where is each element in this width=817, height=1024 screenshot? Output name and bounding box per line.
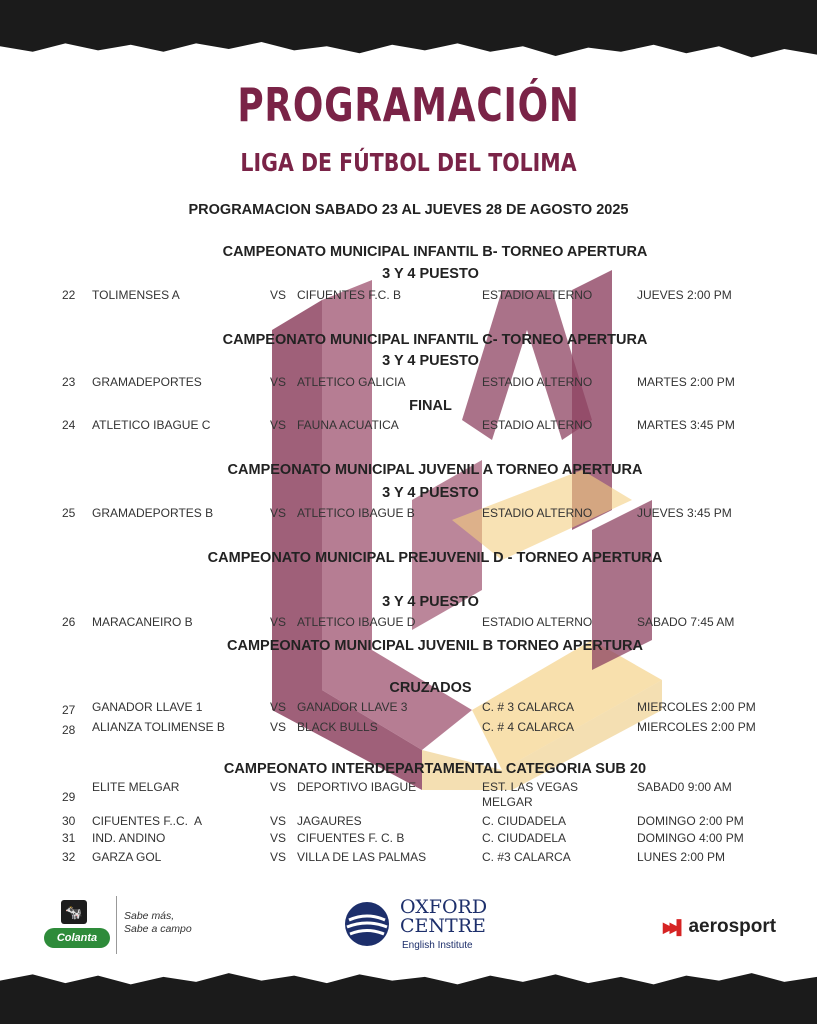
section-heading: CAMPEONATO MUNICIPAL JUVENIL B TORNEO APERTURA xyxy=(227,638,643,654)
cow-icon: 🐄 xyxy=(61,900,87,924)
aerosport-logo xyxy=(663,916,776,938)
venue: ESTADIO ALTERNO xyxy=(482,375,593,389)
away-team: VILLA DE LAS PALMAS xyxy=(297,850,427,864)
vs-label: VS xyxy=(270,814,287,828)
section-heading: CAMPEONATO INTERDEPARTAMENTAL CATEGORIA SUB 20 xyxy=(223,761,647,777)
colanta-wordmark: Colanta xyxy=(44,928,110,948)
home-team: CIFUENTES F..C. A xyxy=(92,814,203,828)
away-team: CIFUENTES F.C. B xyxy=(297,288,402,302)
home-team: MARACANEIRO B xyxy=(92,615,193,629)
away-team: JAGAURES xyxy=(297,814,362,828)
venue: ESTADIO ALTERNO xyxy=(482,418,593,432)
match-number: 26 xyxy=(62,615,76,629)
divider xyxy=(116,896,117,954)
match-number: 23 xyxy=(62,375,76,389)
home-team: ATLETICO IBAGUE C xyxy=(92,418,211,432)
venue: ESTADIO ALTERNO xyxy=(482,506,593,520)
stage-label: CRUZADOS xyxy=(389,680,472,696)
venue: C. CIUDADELA xyxy=(482,831,567,845)
venue: EST. LAS VEGAS xyxy=(482,780,579,794)
match-time: SABADO 7:45 AM xyxy=(637,615,735,629)
match-number: 30 xyxy=(62,814,76,828)
vs-label: VS xyxy=(270,418,287,432)
colanta-logo xyxy=(44,900,110,956)
venue: C. # 4 CALARCA xyxy=(482,720,575,734)
venue: C. #3 CALARCA xyxy=(482,850,571,864)
away-team: ATLETICO GALICIA xyxy=(297,375,406,389)
away-team: GANADOR LLAVE 3 xyxy=(297,700,408,714)
match-time: MIERCOLES 2:00 PM xyxy=(637,700,756,714)
match-number: 31 xyxy=(62,831,76,845)
away-team: CIFUENTES F. C. B xyxy=(297,831,405,845)
venue: C. CIUDADELA xyxy=(482,814,567,828)
away-team: ATLETICO IBAGUE D xyxy=(297,615,416,629)
match-time: LUNES 2:00 PM xyxy=(637,850,726,864)
colanta-slogan: Sabe más, Sabe a campo xyxy=(124,910,192,935)
schedule-period: PROGRAMACION SABADO 23 AL JUEVES 28 DE AGOSTO 2025 xyxy=(188,202,629,218)
section-heading: CAMPEONATO MUNICIPAL INFANTIL C- TORNEO APERTURA xyxy=(222,332,648,348)
match-number: 27 xyxy=(62,703,76,717)
match-time: MARTES 2:00 PM xyxy=(637,375,735,389)
away-team: DEPORTIVO IBAGUE xyxy=(297,780,417,794)
home-team: ALIANZA TOLIMENSE B xyxy=(92,720,225,734)
match-number: 25 xyxy=(62,506,76,520)
venue: C. # 3 CALARCA xyxy=(482,700,575,714)
away-team: BLACK BULLS xyxy=(297,720,378,734)
match-number: 32 xyxy=(62,850,76,864)
home-team: GARZA GOL xyxy=(92,850,162,864)
home-team: TOLIMENSES A xyxy=(92,288,180,302)
oxford-subtitle: English Institute xyxy=(402,940,473,951)
torn-paper-top xyxy=(0,0,817,70)
stage-label: 3 Y 4 PUESTO xyxy=(382,353,479,369)
stage-label: 3 Y 4 PUESTO xyxy=(382,485,479,501)
fast-forward-icon: ▶▶▌ xyxy=(663,919,683,935)
match-time: SABAD0 9:00 AM xyxy=(637,780,732,794)
away-team: ATLETICO IBAGUE B xyxy=(297,506,415,520)
match-number: 24 xyxy=(62,418,76,432)
match-number: 29 xyxy=(62,790,76,804)
stage-label: 3 Y 4 PUESTO xyxy=(382,594,479,610)
home-team: GRAMADEPORTES xyxy=(92,375,202,389)
away-team: FAUNA ACUATICA xyxy=(297,418,399,432)
vs-label: VS xyxy=(270,506,287,520)
home-team: ELITE MELGAR xyxy=(92,780,180,794)
vs-label: VS xyxy=(270,288,287,302)
home-team: GRAMADEPORTES B xyxy=(92,506,214,520)
sponsors-bar xyxy=(0,890,817,970)
vs-label: VS xyxy=(270,850,287,864)
aerosport-wordmark: aerosport xyxy=(688,916,777,937)
stage-label: FINAL xyxy=(409,398,452,414)
match-number: 28 xyxy=(62,723,76,737)
oxford-wordmark: OXFORD CENTRE xyxy=(400,896,488,937)
vs-label: VS xyxy=(270,720,287,734)
vs-label: VS xyxy=(270,700,287,714)
section-heading: CAMPEONATO MUNICIPAL JUVENIL A TORNEO APERTURA xyxy=(227,462,643,478)
section-heading: CAMPEONATO MUNICIPAL INFANTIL B- TORNEO APERTURA xyxy=(222,244,648,260)
vs-label: VS xyxy=(270,375,287,389)
vs-label: VS xyxy=(270,831,287,845)
match-time: MARTES 3:45 PM xyxy=(637,418,735,432)
venue: ESTADIO ALTERNO xyxy=(482,615,593,629)
match-time: MIERCOLES 2:00 PM xyxy=(637,720,756,734)
match-number: 22 xyxy=(62,288,76,302)
stage-label: 3 Y 4 PUESTO xyxy=(382,266,479,282)
vs-label: VS xyxy=(270,780,287,794)
globe-icon xyxy=(343,900,391,948)
match-time: JUEVES 3:45 PM xyxy=(637,506,732,520)
venue: ESTADIO ALTERNO xyxy=(482,288,593,302)
venue-line-2: MELGAR xyxy=(482,795,533,809)
match-time: JUEVES 2:00 PM xyxy=(637,288,732,302)
torn-paper-bottom xyxy=(0,962,817,1024)
home-team: IND. ANDINO xyxy=(92,831,166,845)
league-name: LIGA DE FÚTBOL DEL TOLIMA xyxy=(240,148,577,177)
home-team: GANADOR LLAVE 1 xyxy=(92,700,203,714)
match-time: DOMINGO 2:00 PM xyxy=(637,814,744,828)
vs-label: VS xyxy=(270,615,287,629)
section-heading: CAMPEONATO MUNICIPAL PREJUVENIL D - TORNEO APERTURA xyxy=(207,550,663,566)
page-title: PROGRAMACIÓN xyxy=(237,78,580,132)
match-time: DOMINGO 4:00 PM xyxy=(637,831,744,845)
